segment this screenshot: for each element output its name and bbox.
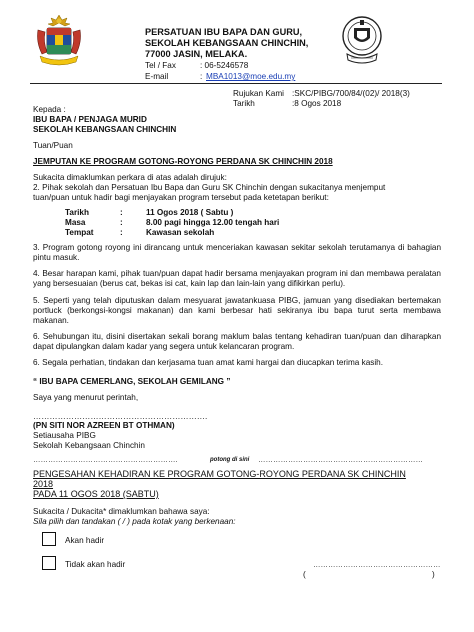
detail-date-label: Tarikh [65,208,89,217]
sign-dots: …………………………………………… [313,560,441,569]
para2-line1: 2. Pihak sekolah dan Persatuan Ibu Bapa dan Guru SK Chinchin dengan sukacitanya menjemput [33,183,386,192]
motto: “ IBU BAPA CEMERLANG, SEKOLAH GEMILANG ” [33,377,231,386]
detail-date-colon: : [120,208,123,217]
confirmation-title-line3: PADA 11 OGOS 2018 (SABTU) [33,489,159,499]
signature-line: ………………………………………………………. [33,412,208,421]
confirmation-title-line2: 2018 [33,479,54,489]
letterhead-divider [30,83,442,84]
confirmation-instruction: Sila pilih dan tandakan ( / ) pada kotak yang berkenaan: [33,517,236,526]
paragraph-4: 4. Besar harapan kami, pihak tuan/puan dapat hadir bersama menjayakan program ini dan membawa peralatan yang bersesuaian (berus cat, bekas isi cat, kain lap dan lain-lain yang difikirkan perlu). [33,269,441,289]
kepada-label: Kepada : [33,105,66,114]
confirmation-title-line1: PENGESAHAN KEHADIRAN KE PROGRAM GOTONG-ROYONG PERDANA SK CHINCHIN [33,469,406,479]
closing-text: Saya yang menurut perintah, [33,393,139,402]
ref-value: :SKC/PIBG/700/84/(02)/ 2018(3) [292,89,410,98]
coat-of-arms-logo [30,12,88,68]
not-attend-checkbox[interactable] [42,556,56,570]
detail-time-label: Masa [65,218,86,227]
org-name-line1: PERSATUAN IBU BAPA DAN GURU, [145,27,303,37]
name-paren-open: ( [303,570,306,579]
paragraph-7: 6. Segala perhatian, tindakan dan kerjasama tuan amat kami hargai dan diucapkan terima kasih. [33,358,383,367]
cut-line-left: …………………………………………………. [33,455,178,464]
salutation: Tuan/Puan [33,141,73,150]
paragraph-6: 6. Sehubungan itu, disini disertakan sekali borang maklum balas tentang kehadiran tuan/puan dan diharapkan dapat dipulangkan dalam kadar yang segera untuk kelancaran program. [33,332,441,352]
paragraph-5: 5. Seperti yang telah diputuskan dalam mesyuarat jawatankuasa PIBG, jamuan yang disediakan bertemakan portluck (berkongsi-kongsi makanan) dan kami berbesar hati sekiranya ibu bapa turut serta membawa makanan. [33,296,441,326]
name-paren-close: ) [432,570,435,579]
org-name-line2: SEKOLAH KEBANGSAAN CHINCHIN, [145,38,309,48]
signatory-title: Setiausaha PIBG [33,431,96,440]
not-attend-label: Tidak akan hadir [65,560,126,569]
org-address: 77000 JASIN, MELAKA. [145,49,248,59]
signatory-name: (PN SITI NOR AZREEN BT OTHMAN) [33,421,175,430]
tel-value: : 06-5246578 [200,61,249,70]
detail-place-value: Kawasan sekolah [146,228,215,237]
school-crest-logo [339,14,385,66]
paragraph-3: 3. Program gotong royong ini dirancang untuk menceriakan kawasan sekitar sekolah terutamanya di bahagian pintu masuk. [33,243,441,263]
recipient-line2: SEKOLAH KEBANGSAAN CHINCHIN [33,125,177,134]
email-colon: : [200,72,203,81]
cut-line-right: ………………………………………………………… [258,455,423,464]
cut-line-label: potong di sini [210,457,250,463]
detail-place-colon: : [120,228,123,237]
intro-text: Sukacita dimaklumkan perkara di atas adalah dirujuk: [33,173,227,182]
email-label: E-mail [145,72,169,81]
recipient-line1: IBU BAPA / PENJAGA MURID [33,115,147,124]
detail-date-value: 11 Ogos 2018 ( Sabtu ) [146,208,234,217]
date-value: :8 Ogos 2018 [292,99,342,108]
signatory-school: Sekolah Kebangsaan Chinchin [33,441,145,450]
date-label: Tarikh [233,99,255,108]
detail-time-value: 8.00 pagi hingga 12.00 tengah hari [146,218,280,227]
attend-label: Akan hadir [65,536,105,545]
para2-line2: tuan/puan untuk hadir bagi menjayakan program tersebut pada ketetapan berikut: [33,193,329,202]
detail-time-colon: : [120,218,123,227]
detail-place-label: Tempat [65,228,94,237]
email-link[interactable]: MBA1013@moe.edu.my [206,72,296,81]
confirmation-statement: Sukacita / Dukacita* dimaklumkan bahawa saya: [33,507,210,516]
attend-checkbox[interactable] [42,532,56,546]
tel-label: Tel / Fax [145,61,176,70]
ref-label: Rujukan Kami [233,89,284,98]
subject-heading: JEMPUTAN KE PROGRAM GOTONG-ROYONG PERDANA SK CHINCHIN 2018 [33,157,333,166]
